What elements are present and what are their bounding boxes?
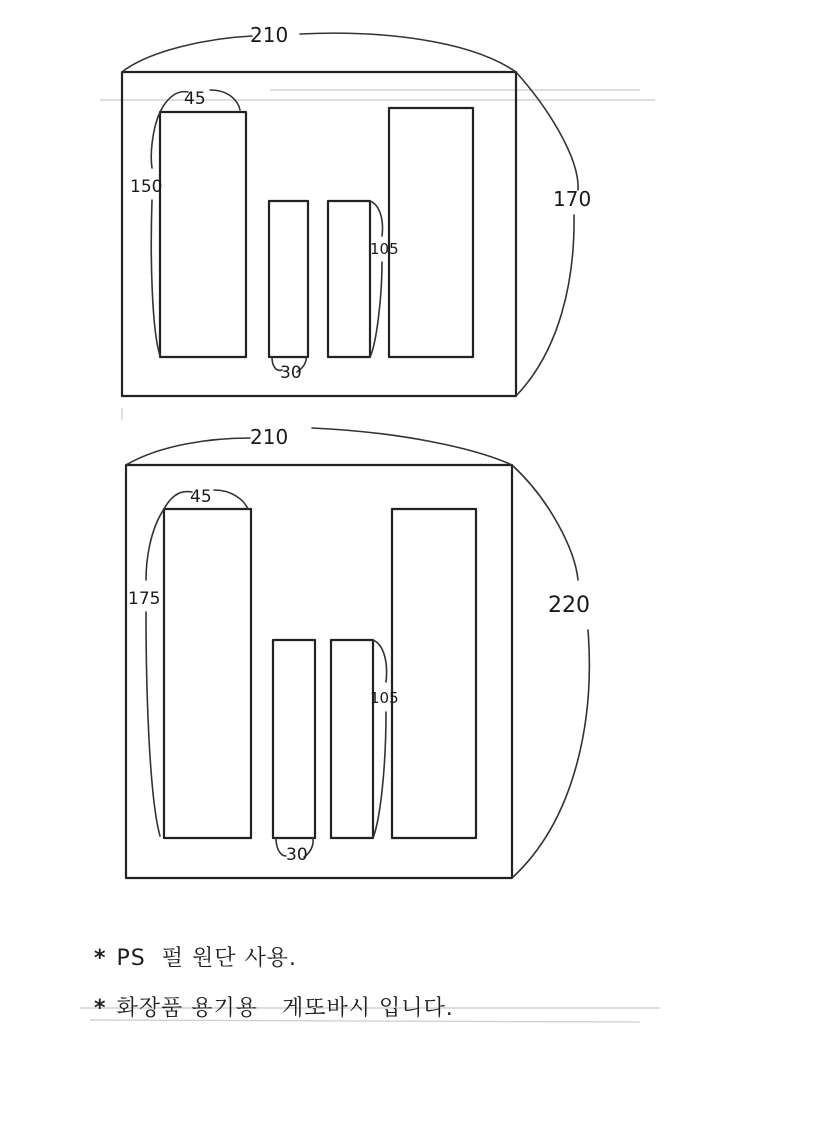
tray-drawing-2 <box>126 425 590 878</box>
pocket-height-arc <box>146 509 164 580</box>
pocket-width-label: 30 <box>286 845 308 865</box>
pocket-width-arc <box>276 838 286 856</box>
pocket-width-label: 45 <box>184 89 206 109</box>
small-pocket <box>273 640 315 838</box>
small-pocket <box>328 201 370 357</box>
small-pocket <box>269 201 308 357</box>
pocket-width-label: 30 <box>280 363 302 383</box>
width-dimension-arc <box>312 428 512 465</box>
large-pocket <box>160 112 246 357</box>
pocket-height-label: 175 <box>128 589 161 609</box>
height-dimension-arc <box>516 215 574 396</box>
note-line-usage <box>78 966 454 1022</box>
note-bullet: * <box>94 996 107 1021</box>
tray-drawing-1 <box>122 23 591 396</box>
pocket-height-arc <box>370 201 383 236</box>
pocket-height-arc <box>151 200 160 356</box>
pocket-height-arc <box>151 112 160 168</box>
large-pocket <box>164 509 251 838</box>
pocket-height-label: 105 <box>370 240 399 258</box>
outer-width-label: 210 <box>250 425 289 449</box>
pocket-width-label: 45 <box>190 487 212 507</box>
height-dimension-arc <box>512 465 578 580</box>
note-bullet: * <box>94 946 107 971</box>
width-dimension-arc <box>300 33 516 72</box>
note-text: PS 펄 원단 사용. <box>116 946 297 971</box>
pocket-height-arc <box>370 262 382 357</box>
outer-width-label: 210 <box>250 23 289 47</box>
outer-height-label: 170 <box>553 187 592 211</box>
note-line-material <box>78 916 297 972</box>
pocket-width-arc <box>164 492 192 509</box>
pocket-height-label: 105 <box>370 689 399 707</box>
width-dimension-arc <box>126 438 250 465</box>
height-dimension-arc <box>512 630 589 878</box>
width-dimension-arc <box>122 36 252 72</box>
large-pocket <box>392 509 476 838</box>
outer-box-outline <box>122 72 516 396</box>
pocket-height-arc <box>146 612 160 836</box>
pocket-width-arc <box>214 490 248 509</box>
note-text: 화장품 용기용 게또바시 입니다. <box>116 996 454 1021</box>
outer-height-label: 220 <box>548 593 590 618</box>
large-pocket <box>389 108 473 357</box>
pocket-height-label: 150 <box>130 177 163 197</box>
outer-box-outline <box>126 465 512 878</box>
pocket-height-arc <box>373 712 386 838</box>
small-pocket <box>331 640 373 838</box>
pocket-height-arc <box>373 640 387 682</box>
